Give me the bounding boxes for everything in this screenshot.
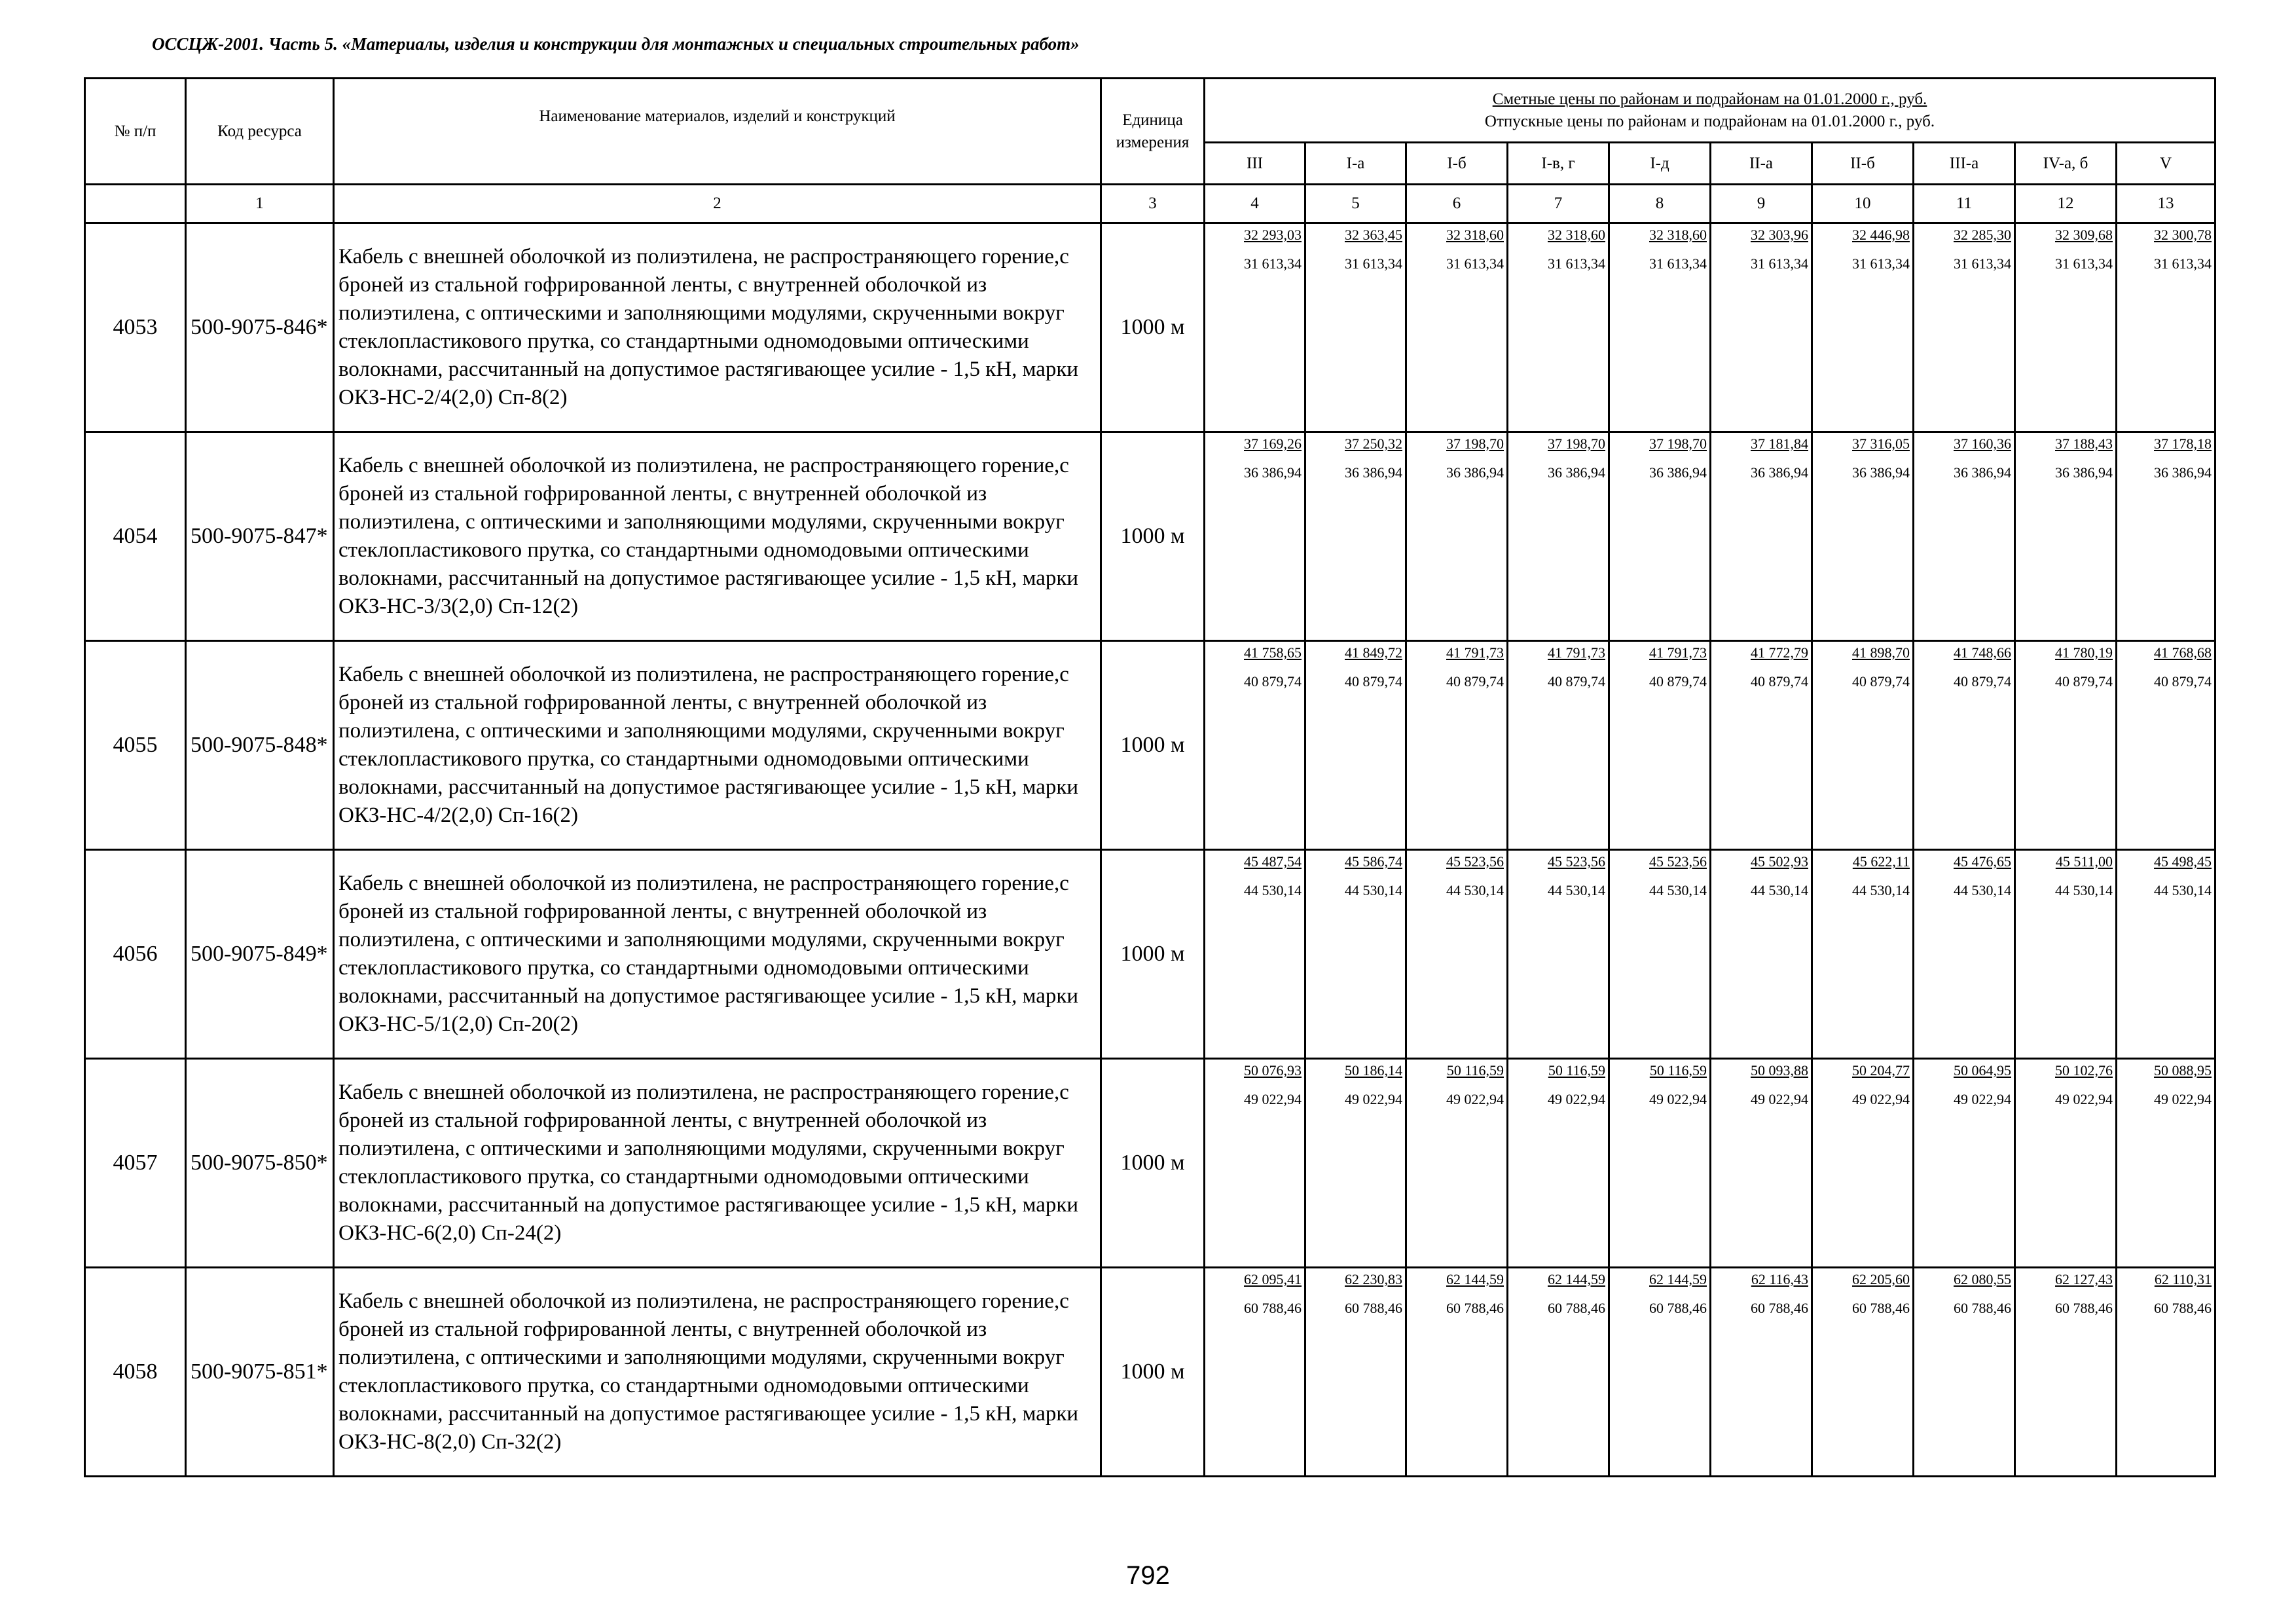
release-price: 36 386,94	[1954, 464, 2011, 481]
column-number: 13	[2117, 185, 2215, 223]
table-row	[85, 1268, 2215, 1477]
price-cell	[1508, 1268, 1609, 1477]
estimate-price: 37 198,70	[1649, 435, 1707, 452]
estimate-price: 50 093,88	[1751, 1062, 1808, 1079]
price-cell	[2117, 641, 2215, 850]
material-name: Кабель с внешней оболочкой из полиэтилена, не распространяющего горение,с броней из стальной гофрированной ленты, с внутренней оболочкой из полиэтилена, с оптическими и заполняющими модулями, скрученными вокруг стеклопластикового прутка, со стандартными одномодовыми оптическими волокнами, рассчитанный на допустимое растягивающее усилие - 1,5 кН, марки ОКЗ-НС-5/1(2,0) Сп-20(2)	[334, 850, 1101, 1059]
table-row	[85, 641, 2215, 850]
price-cell	[1205, 850, 1305, 1059]
column-number: 4	[1205, 185, 1305, 223]
release-price: 36 386,94	[2154, 464, 2212, 481]
estimate-price: 37 188,43	[2055, 435, 2113, 452]
estimate-price: 50 204,77	[1852, 1062, 1910, 1079]
price-cell	[1205, 1268, 1305, 1477]
unit-of-measure: 1000 м	[1101, 223, 1205, 432]
column-number: 12	[2015, 185, 2117, 223]
price-cell	[1305, 641, 1406, 850]
row-number: 4054	[85, 432, 186, 641]
estimate-price: 62 095,41	[1244, 1271, 1302, 1287]
release-price: 44 530,14	[1345, 882, 1402, 898]
material-name: Кабель с внешней оболочкой из полиэтилена, не распространяющего горение,с броней из стальной гофрированной ленты, с внутренней оболочкой из полиэтилена, с оптическими и заполняющими модулями, скрученными вокруг стеклопластикового прутка, со стандартными одномодовыми оптическими волокнами, рассчитанный на допустимое растягивающее усилие - 1,5 кН, марки ОКЗ-НС-6(2,0) Сп-24(2)	[334, 1059, 1101, 1268]
price-cell	[1914, 1059, 2015, 1268]
price-cell	[1406, 223, 1508, 432]
release-price: 44 530,14	[2055, 882, 2113, 898]
estimate-price: 32 446,98	[1852, 227, 1910, 243]
estimate-price: 45 487,54	[1244, 853, 1302, 870]
estimate-price: 45 586,74	[1345, 853, 1402, 870]
material-name: Кабель с внешней оболочкой из полиэтилена, не распространяющего горение,с броней из стальной гофрированной ленты, с внутренней оболочкой из полиэтилена, с оптическими и заполняющими модулями, скрученными вокруг стеклопластикового прутка, со стандартными одномодовыми оптическими волокнами, рассчитанный на допустимое растягивающее усилие - 1,5 кН, марки ОКЗ-НС-3/3(2,0) Сп-12(2)	[334, 432, 1101, 641]
region-header: IV-а, б	[2015, 143, 2117, 185]
unit-of-measure: 1000 м	[1101, 432, 1205, 641]
column-number: 5	[1305, 185, 1406, 223]
release-price: 49 022,94	[1244, 1091, 1302, 1107]
price-cell	[1305, 1268, 1406, 1477]
material-name: Кабель с внешней оболочкой из полиэтилена, не распространяющего горение,с броней из стальной гофрированной ленты, с внутренней оболочкой из полиэтилена, с оптическими и заполняющими модулями, скрученными вокруг стеклопластикового прутка, со стандартными одномодовыми оптическими волокнами, рассчитанный на допустимое растягивающее усилие - 1,5 кН, марки ОКЗ-НС-4/2(2,0) Сп-16(2)	[334, 641, 1101, 850]
release-price: 31 613,34	[2154, 255, 2212, 272]
region-header: III	[1205, 143, 1305, 185]
estimate-price: 62 080,55	[1954, 1271, 2011, 1287]
release-price: 31 613,34	[1345, 255, 1402, 272]
estimate-price: 37 169,26	[1244, 435, 1302, 452]
price-cell	[1914, 223, 2015, 432]
table-row	[85, 223, 2215, 432]
release-price: 60 788,46	[2055, 1300, 2113, 1316]
estimate-price: 32 318,60	[1446, 227, 1504, 243]
release-price: 60 788,46	[2154, 1300, 2212, 1316]
price-cell	[1609, 223, 1711, 432]
price-cell	[1914, 641, 2015, 850]
column-number: 9	[1711, 185, 1812, 223]
price-cell	[1711, 850, 1812, 1059]
release-price: 31 613,34	[1446, 255, 1504, 272]
estimate-price: 32 303,96	[1751, 227, 1808, 243]
estimate-price: 32 293,03	[1244, 227, 1302, 243]
column-number	[85, 185, 186, 223]
price-cell	[1406, 850, 1508, 1059]
column-number: 8	[1609, 185, 1711, 223]
release-price: 31 613,34	[2055, 255, 2113, 272]
price-cell	[1406, 1059, 1508, 1268]
row-number: 4053	[85, 223, 186, 432]
release-price: 40 879,74	[1954, 673, 2011, 690]
release-price: 36 386,94	[1852, 464, 1910, 481]
release-price: 60 788,46	[1244, 1300, 1302, 1316]
price-cell	[1305, 223, 1406, 432]
column-number: 6	[1406, 185, 1508, 223]
estimate-price: 62 205,60	[1852, 1271, 1910, 1287]
release-price: 49 022,94	[1852, 1091, 1910, 1107]
price-cell	[1508, 641, 1609, 850]
estimate-price: 41 748,66	[1954, 644, 2011, 661]
price-cell	[1305, 850, 1406, 1059]
estimate-price: 50 116,59	[1446, 1062, 1504, 1079]
estimate-price: 50 116,59	[1548, 1062, 1605, 1079]
estimate-price: 45 476,65	[1954, 853, 2011, 870]
estimate-price: 41 768,68	[2154, 644, 2212, 661]
price-cell	[1406, 1268, 1508, 1477]
unit-of-measure: 1000 м	[1101, 1059, 1205, 1268]
release-price: 31 613,34	[1548, 255, 1605, 272]
region-header: I-а	[1305, 143, 1406, 185]
price-cell	[1711, 223, 1812, 432]
unit-of-measure: 1000 м	[1101, 850, 1205, 1059]
release-price: 31 613,34	[1244, 255, 1302, 272]
region-header: II-а	[1711, 143, 1812, 185]
release-price: 60 788,46	[1446, 1300, 1504, 1316]
estimate-price: 37 198,70	[1548, 435, 1605, 452]
region-header: I-д	[1609, 143, 1711, 185]
estimate-price: 62 144,59	[1446, 1271, 1504, 1287]
release-price: 49 022,94	[2154, 1091, 2212, 1107]
release-price: 40 879,74	[2154, 673, 2212, 690]
release-price: 60 788,46	[1345, 1300, 1402, 1316]
region-header: II-б	[1812, 143, 1914, 185]
estimate-price: 41 780,19	[2055, 644, 2113, 661]
estimate-price: 37 178,18	[2154, 435, 2212, 452]
estimate-price: 50 088,95	[2154, 1062, 2212, 1079]
estimate-price: 62 110,31	[2154, 1271, 2212, 1287]
price-cell	[1205, 223, 1305, 432]
price-cell	[1305, 1059, 1406, 1268]
resource-code: 500-9075-847*	[186, 432, 334, 641]
price-cell	[2117, 850, 2215, 1059]
estimate-price: 41 791,73	[1548, 644, 1605, 661]
estimate-price: 41 791,73	[1649, 644, 1707, 661]
estimate-price: 62 127,43	[2055, 1271, 2113, 1287]
release-price: 40 879,74	[2055, 673, 2113, 690]
estimate-price: 32 309,68	[2055, 227, 2113, 243]
price-cell	[1205, 432, 1305, 641]
price-cell	[1812, 223, 1914, 432]
region-header: V	[2117, 143, 2215, 185]
price-cell	[1305, 432, 1406, 641]
release-price: 44 530,14	[1751, 882, 1808, 898]
unit-of-measure: 1000 м	[1101, 1268, 1205, 1477]
price-cell	[2117, 432, 2215, 641]
region-header: III-а	[1914, 143, 2015, 185]
column-number: 3	[1101, 185, 1205, 223]
column-number-row	[85, 185, 2215, 223]
header-prices	[1205, 79, 2215, 143]
table-row	[85, 850, 2215, 1059]
estimate-price: 62 144,59	[1548, 1271, 1605, 1287]
price-cell	[1711, 1268, 1812, 1477]
estimate-price: 45 523,56	[1548, 853, 1605, 870]
price-cell	[1609, 1059, 1711, 1268]
region-header: I-б	[1406, 143, 1508, 185]
release-price: 40 879,74	[1244, 673, 1302, 690]
estimate-price: 41 849,72	[1345, 644, 1402, 661]
release-price: 60 788,46	[1548, 1300, 1605, 1316]
price-cell	[1914, 1268, 2015, 1477]
release-price: 49 022,94	[1548, 1091, 1605, 1107]
resource-code: 500-9075-849*	[186, 850, 334, 1059]
release-price: 49 022,94	[2055, 1091, 2113, 1107]
estimate-price: 50 186,14	[1345, 1062, 1402, 1079]
column-number: 7	[1508, 185, 1609, 223]
estimate-price: 37 198,70	[1446, 435, 1504, 452]
release-price: 36 386,94	[2055, 464, 2113, 481]
price-cell	[2015, 432, 2117, 641]
price-cell	[1812, 1059, 1914, 1268]
material-name: Кабель с внешней оболочкой из полиэтилена, не распространяющего горение,с броней из стальной гофрированной ленты, с внутренней оболочкой из полиэтилена, с оптическими и заполняющими модулями, скрученными вокруг стеклопластикового прутка, со стандартными одномодовыми оптическими волокнами, рассчитанный на допустимое растягивающее усилие - 1,5 кН, марки ОКЗ-НС-8(2,0) Сп-32(2)	[334, 1268, 1101, 1477]
price-cell	[1812, 432, 1914, 641]
estimate-price: 45 511,00	[2055, 853, 2113, 870]
price-cell	[1508, 850, 1609, 1059]
header-code: Код ресурса	[186, 79, 334, 185]
price-cell	[2015, 641, 2117, 850]
release-price: 44 530,14	[1446, 882, 1504, 898]
release-price: 40 879,74	[1649, 673, 1707, 690]
column-number: 1	[186, 185, 334, 223]
price-cell	[1508, 1059, 1609, 1268]
price-cell	[2015, 1268, 2117, 1477]
estimate-price: 62 116,43	[1751, 1271, 1808, 1287]
release-price: 44 530,14	[1649, 882, 1707, 898]
release-price: 36 386,94	[1446, 464, 1504, 481]
row-number: 4056	[85, 850, 186, 1059]
estimate-price: 32 363,45	[1345, 227, 1402, 243]
price-cell	[1406, 432, 1508, 641]
header-estimate-prices: Сметные цены по районам и подрайонам на 01.01.2000 г., руб.	[1492, 90, 1927, 108]
release-price: 40 879,74	[1345, 673, 1402, 690]
estimate-price: 50 102,76	[2055, 1062, 2113, 1079]
estimate-price: 62 144,59	[1649, 1271, 1707, 1287]
release-price: 36 386,94	[1751, 464, 1808, 481]
release-price: 40 879,74	[1446, 673, 1504, 690]
row-number: 4055	[85, 641, 186, 850]
resource-code: 500-9075-851*	[186, 1268, 334, 1477]
column-number: 10	[1812, 185, 1914, 223]
release-price: 44 530,14	[1244, 882, 1302, 898]
column-number: 2	[334, 185, 1101, 223]
price-table	[84, 77, 2216, 1477]
release-price: 36 386,94	[1244, 464, 1302, 481]
estimate-price: 50 076,93	[1244, 1062, 1302, 1079]
release-price: 60 788,46	[1649, 1300, 1707, 1316]
estimate-price: 45 498,45	[2154, 853, 2212, 870]
estimate-price: 45 523,56	[1649, 853, 1707, 870]
row-number: 4057	[85, 1059, 186, 1268]
estimate-price: 41 772,79	[1751, 644, 1808, 661]
release-price: 49 022,94	[1954, 1091, 2011, 1107]
price-cell	[1205, 1059, 1305, 1268]
release-price: 36 386,94	[1649, 464, 1707, 481]
release-price: 40 879,74	[1852, 673, 1910, 690]
release-price: 31 613,34	[1852, 255, 1910, 272]
price-cell	[1609, 1268, 1711, 1477]
header-release-prices: Отпускные цены по районам и подрайонам на 01.01.2000 г., руб.	[1484, 112, 1935, 130]
release-price: 44 530,14	[1852, 882, 1910, 898]
header-num: № п/п	[85, 79, 186, 185]
document-header: ОССЦЖ-2001. Часть 5. «Материалы, изделия и конструкции для монтажных и специальных строительных работ»	[152, 34, 1080, 54]
release-price: 44 530,14	[1548, 882, 1605, 898]
release-price: 31 613,34	[1954, 255, 2011, 272]
estimate-price: 37 160,36	[1954, 435, 2011, 452]
row-number: 4058	[85, 1268, 186, 1477]
estimate-price: 41 898,70	[1852, 644, 1910, 661]
price-cell	[2015, 1059, 2117, 1268]
release-price: 49 022,94	[1345, 1091, 1402, 1107]
column-number: 11	[1914, 185, 2015, 223]
estimate-price: 37 181,84	[1751, 435, 1808, 452]
header-unit: Единица измерения	[1101, 79, 1205, 185]
page-number: 792	[1126, 1561, 1170, 1590]
price-cell	[2117, 223, 2215, 432]
estimate-price: 32 318,60	[1548, 227, 1605, 243]
release-price: 36 386,94	[1548, 464, 1605, 481]
price-cell	[1406, 641, 1508, 850]
resource-code: 500-9075-850*	[186, 1059, 334, 1268]
estimate-price: 41 758,65	[1244, 644, 1302, 661]
price-cell	[2015, 850, 2117, 1059]
price-cell	[1711, 641, 1812, 850]
price-cell	[1508, 223, 1609, 432]
price-cell	[2117, 1059, 2215, 1268]
price-cell	[2015, 223, 2117, 432]
price-cell	[1812, 1268, 1914, 1477]
release-price: 49 022,94	[1751, 1091, 1808, 1107]
estimate-price: 45 523,56	[1446, 853, 1504, 870]
price-cell	[1914, 432, 2015, 641]
release-price: 40 879,74	[1548, 673, 1605, 690]
price-cell	[1711, 1059, 1812, 1268]
estimate-price: 32 285,30	[1954, 227, 2011, 243]
release-price: 36 386,94	[1345, 464, 1402, 481]
unit-of-measure: 1000 м	[1101, 641, 1205, 850]
release-price: 31 613,34	[1751, 255, 1808, 272]
resource-code: 500-9075-848*	[186, 641, 334, 850]
table-row	[85, 432, 2215, 641]
estimate-price: 37 250,32	[1345, 435, 1402, 452]
release-price: 40 879,74	[1751, 673, 1808, 690]
release-price: 60 788,46	[1852, 1300, 1910, 1316]
resource-code: 500-9075-846*	[186, 223, 334, 432]
price-cell	[1609, 641, 1711, 850]
price-cell	[1609, 432, 1711, 641]
material-name: Кабель с внешней оболочкой из полиэтилена, не распространяющего горение,с броней из стальной гофрированной ленты, с внутренней оболочкой из полиэтилена, с оптическими и заполняющими модулями, скрученными вокруг стеклопластикового прутка, со стандартными одномодовыми оптическими волокнами, рассчитанный на допустимое растягивающее усилие - 1,5 кН, марки ОКЗ-НС-2/4(2,0) Сп-8(2)	[334, 223, 1101, 432]
price-cell	[1205, 641, 1305, 850]
release-price: 49 022,94	[1649, 1091, 1707, 1107]
release-price: 44 530,14	[2154, 882, 2212, 898]
price-cell	[1508, 432, 1609, 641]
price-cell	[2117, 1268, 2215, 1477]
price-cell	[1812, 850, 1914, 1059]
estimate-price: 50 116,59	[1649, 1062, 1707, 1079]
estimate-price: 32 318,60	[1649, 227, 1707, 243]
header-name: Наименование материалов, изделий и конструкций	[334, 79, 1101, 185]
release-price: 44 530,14	[1954, 882, 2011, 898]
price-cell	[1812, 641, 1914, 850]
region-header: I-в, г	[1508, 143, 1609, 185]
release-price: 60 788,46	[1751, 1300, 1808, 1316]
estimate-price: 37 316,05	[1852, 435, 1910, 452]
estimate-price: 50 064,95	[1954, 1062, 2011, 1079]
table-row	[85, 1059, 2215, 1268]
release-price: 60 788,46	[1954, 1300, 2011, 1316]
estimate-price: 45 622,11	[1852, 853, 1910, 870]
estimate-price: 62 230,83	[1345, 1271, 1402, 1287]
price-cell	[1711, 432, 1812, 641]
price-cell	[1609, 850, 1711, 1059]
estimate-price: 41 791,73	[1446, 644, 1504, 661]
release-price: 31 613,34	[1649, 255, 1707, 272]
estimate-price: 32 300,78	[2154, 227, 2212, 243]
estimate-price: 45 502,93	[1751, 853, 1808, 870]
price-cell	[1914, 850, 2015, 1059]
release-price: 49 022,94	[1446, 1091, 1504, 1107]
